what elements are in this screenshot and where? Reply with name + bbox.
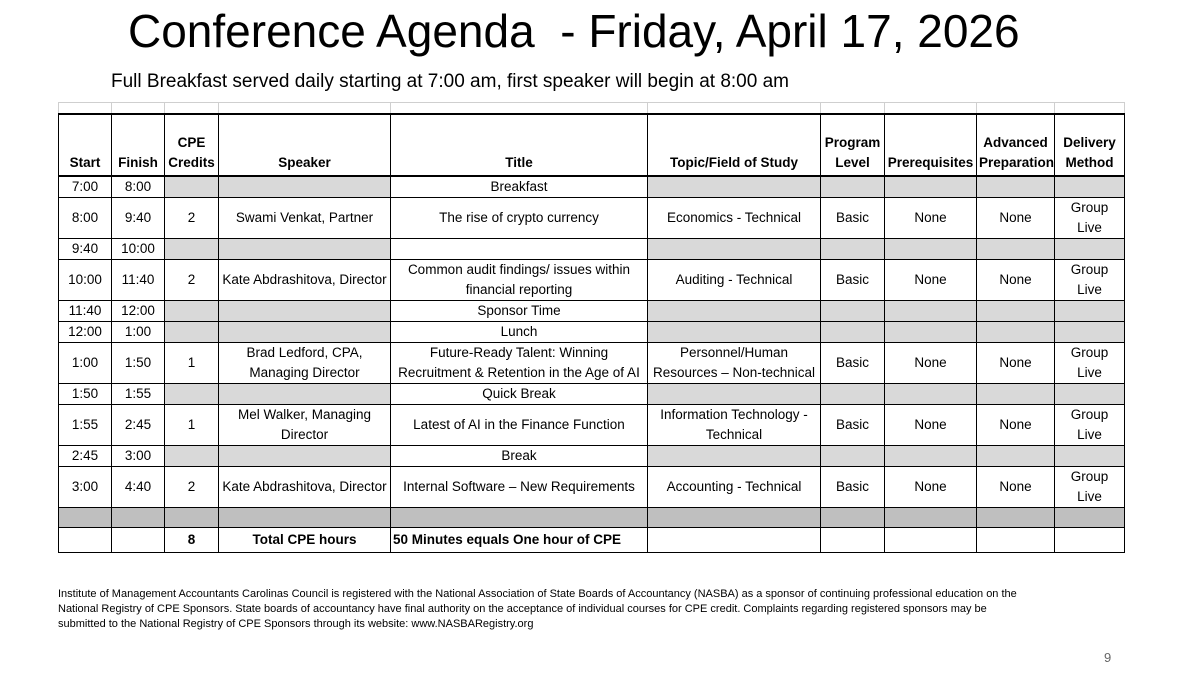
cell-prereq <box>885 239 977 260</box>
cell-cpe: 1 <box>165 405 219 446</box>
header-finish: Finish <box>112 114 165 176</box>
cell-prereq: None <box>885 343 977 384</box>
cell-prep: None <box>977 343 1055 384</box>
cell-delivery: Group Live <box>1055 343 1125 384</box>
table-row <box>59 405 1125 446</box>
cell-delivery: Group Live <box>1055 467 1125 508</box>
cell-cpe: 2 <box>165 260 219 301</box>
header-title: Title <box>391 114 648 176</box>
table-row <box>59 260 1125 301</box>
cell-finish: 8:00 <box>112 176 165 198</box>
table-row <box>59 301 1125 322</box>
cell-level: Basic <box>821 467 885 508</box>
cell-delivery: Group Live <box>1055 405 1125 446</box>
cell-cpe: 2 <box>165 198 219 239</box>
cell-prereq <box>885 446 977 467</box>
cell-prereq: None <box>885 467 977 508</box>
cell-prereq <box>885 322 977 343</box>
table-row <box>59 176 1125 198</box>
header-cpe-line1: CPE <box>177 135 206 150</box>
cell-prereq: None <box>885 198 977 239</box>
table-row <box>59 239 1125 260</box>
cell-topic <box>648 446 821 467</box>
cell-topic <box>648 322 821 343</box>
table-row <box>59 384 1125 405</box>
table-top-spacer <box>59 103 1125 115</box>
header-cpe-credits <box>165 114 219 176</box>
cell-prereq <box>885 176 977 198</box>
cell-level: Basic <box>821 198 885 239</box>
cell-finish: 1:00 <box>112 322 165 343</box>
cell-level <box>821 176 885 198</box>
header-cpe-line2: Credits <box>168 155 215 170</box>
cell-cpe <box>165 384 219 405</box>
agenda-table-container <box>58 102 1124 553</box>
cell-start: 10:00 <box>59 260 112 301</box>
cell-cpe <box>165 301 219 322</box>
cell-title: Common audit findings/ issues within financial reporting <box>391 260 648 301</box>
cell-event-label: Break <box>391 446 648 467</box>
separator-row <box>59 508 1125 528</box>
cell-finish: 1:55 <box>112 384 165 405</box>
nasba-footnote: Institute of Management Accountants Carolinas Council is registered with the National Association of State Boards of Accountancy (NASBA) as a sponsor of continuing professional education on the National Registry of CPE Sponsors. State boards of accountancy have final authority on the acceptance of individual courses for CPE credit. Complaints regarding registered sponsors may be submitted to the National Registry of CPE Sponsors through its website: www.NASBARegistry.org <box>58 588 1017 630</box>
header-start: Start <box>59 114 112 176</box>
cell-prep: None <box>977 467 1055 508</box>
header-topic: Topic/Field of Study <box>648 114 821 176</box>
header-advanced-preparation <box>977 114 1055 176</box>
cell-start: 1:55 <box>59 405 112 446</box>
cell-prep: None <box>977 260 1055 301</box>
cell-prereq <box>885 384 977 405</box>
header-level-line2: Level <box>835 155 870 170</box>
cell-start: 8:00 <box>59 198 112 239</box>
header-level-line1: Program <box>824 135 881 150</box>
cell-finish: 4:40 <box>112 467 165 508</box>
cell-finish: 1:50 <box>112 343 165 384</box>
header-delivery-method <box>1055 114 1125 176</box>
cell-start: 2:45 <box>59 446 112 467</box>
cell-prereq: None <box>885 260 977 301</box>
cell-prereq <box>885 301 977 322</box>
cell-prep <box>977 322 1055 343</box>
cell-delivery <box>1055 384 1125 405</box>
cell-cpe: 2 <box>165 467 219 508</box>
cell-finish: 2:45 <box>112 405 165 446</box>
cell-delivery <box>1055 176 1125 198</box>
cell-start: 12:00 <box>59 322 112 343</box>
cell-start: 9:40 <box>59 239 112 260</box>
cell-speaker: Swami Venkat, Partner <box>219 198 391 239</box>
cell-cpe <box>165 322 219 343</box>
cell-cpe <box>165 239 219 260</box>
cell-prep: None <box>977 198 1055 239</box>
page-title: Conference Agenda - Friday, April 17, 2026 <box>128 5 1020 57</box>
cell-speaker: Brad Ledford, CPA, Managing Director <box>219 343 391 384</box>
cell-speaker: Mel Walker, Managing Director <box>219 405 391 446</box>
cell-topic: Auditing - Technical <box>648 260 821 301</box>
cell-cpe <box>165 446 219 467</box>
cell-start: 7:00 <box>59 176 112 198</box>
cell-delivery <box>1055 301 1125 322</box>
cell-topic: Economics - Technical <box>648 198 821 239</box>
cell-level <box>821 446 885 467</box>
cell-cpe <box>165 176 219 198</box>
cell-start: 11:40 <box>59 301 112 322</box>
total-row <box>59 528 1125 553</box>
table-row <box>59 343 1125 384</box>
cell-topic: Personnel/Human Resources – Non-technical <box>648 343 821 384</box>
cell-speaker <box>219 322 391 343</box>
table-row <box>59 446 1125 467</box>
cell-prep <box>977 301 1055 322</box>
cell-event-label: Breakfast <box>391 176 648 198</box>
cell-prereq: None <box>885 405 977 446</box>
cell-prep <box>977 446 1055 467</box>
page-subtitle: Full Breakfast served daily starting at 7:00 am, first speaker will begin at 8:00 am <box>111 71 789 92</box>
cell-level: Basic <box>821 343 885 384</box>
header-delivery-line2: Method <box>1065 155 1114 170</box>
cell-topic <box>648 384 821 405</box>
total-label: Total CPE hours <box>219 528 391 553</box>
cell-event-label: Lunch <box>391 322 648 343</box>
cell-delivery <box>1055 322 1125 343</box>
cell-prep <box>977 239 1055 260</box>
cell-speaker <box>219 176 391 198</box>
cell-event-label <box>391 239 648 260</box>
cell-delivery <box>1055 239 1125 260</box>
cell-prep <box>977 384 1055 405</box>
table-row <box>59 198 1125 239</box>
table-row <box>59 467 1125 508</box>
cell-start: 3:00 <box>59 467 112 508</box>
header-prerequisites: Prerequisites <box>885 114 977 176</box>
agenda-table <box>58 102 1125 553</box>
cell-title: The rise of crypto currency <box>391 198 648 239</box>
header-speaker: Speaker <box>219 114 391 176</box>
agenda-body <box>59 176 1125 508</box>
cell-delivery: Group Live <box>1055 198 1125 239</box>
header-delivery-line1: Delivery <box>1063 135 1116 150</box>
cell-title: Internal Software – New Requirements <box>391 467 648 508</box>
cell-speaker <box>219 384 391 405</box>
cell-topic <box>648 176 821 198</box>
cell-finish: 9:40 <box>112 198 165 239</box>
cell-level <box>821 239 885 260</box>
cell-level: Basic <box>821 405 885 446</box>
cell-title: Latest of AI in the Finance Function <box>391 405 648 446</box>
cell-level <box>821 301 885 322</box>
cell-topic <box>648 301 821 322</box>
cell-event-label: Sponsor Time <box>391 301 648 322</box>
table-row <box>59 322 1125 343</box>
header-prep-line2: Preparation <box>979 155 1055 170</box>
cell-finish: 11:40 <box>112 260 165 301</box>
cell-cpe: 1 <box>165 343 219 384</box>
page-number: 9 <box>1104 650 1112 665</box>
header-program-level <box>821 114 885 176</box>
cell-delivery: Group Live <box>1055 260 1125 301</box>
cell-finish: 12:00 <box>112 301 165 322</box>
cell-speaker: Kate Abdrashitova, Director <box>219 260 391 301</box>
cell-speaker <box>219 239 391 260</box>
cell-topic: Information Technology - Technical <box>648 405 821 446</box>
cell-level <box>821 322 885 343</box>
header-prep-line1: Advanced <box>983 135 1048 150</box>
cell-prep: None <box>977 405 1055 446</box>
cell-topic <box>648 239 821 260</box>
cell-finish: 3:00 <box>112 446 165 467</box>
cell-speaker: Kate Abdrashitova, Director <box>219 467 391 508</box>
cell-start: 1:00 <box>59 343 112 384</box>
cell-speaker <box>219 446 391 467</box>
cell-topic: Accounting - Technical <box>648 467 821 508</box>
cell-finish: 10:00 <box>112 239 165 260</box>
cell-level <box>821 384 885 405</box>
total-cpe: 8 <box>165 528 219 553</box>
cell-title: Future-Ready Talent: Winning Recruitment & Retention in the Age of AI <box>391 343 648 384</box>
cell-start: 1:50 <box>59 384 112 405</box>
cell-level: Basic <box>821 260 885 301</box>
cell-event-label: Quick Break <box>391 384 648 405</box>
cell-prep <box>977 176 1055 198</box>
cell-delivery <box>1055 446 1125 467</box>
total-note: 50 Minutes equals One hour of CPE <box>391 528 648 553</box>
cell-speaker <box>219 301 391 322</box>
table-header-row <box>59 114 1125 176</box>
